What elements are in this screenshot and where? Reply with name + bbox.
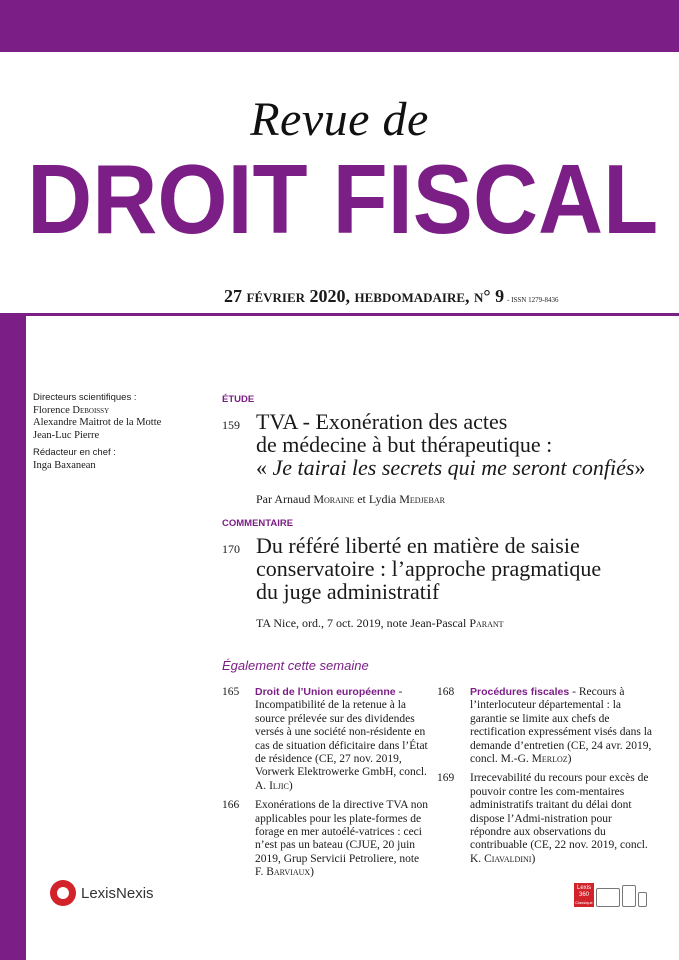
left-color-bar bbox=[0, 316, 26, 960]
etude-label: ÉTUDE bbox=[222, 394, 255, 405]
commentaire-reference: TA Nice, ord., 7 oct. 2019, note Jean-Pascal Parant bbox=[256, 616, 504, 630]
phone-icon bbox=[638, 892, 647, 907]
header-rule bbox=[0, 313, 679, 316]
lexis360-badge: Lexis 360 Classique bbox=[575, 885, 593, 905]
commentaire-title[interactable]: Du référé liberté en matière de saisie conservatoire : l’approche pragmatique du juge administratif bbox=[256, 533, 602, 604]
journal-title: DROIT FISCAL bbox=[27, 144, 659, 254]
director: Alexandre Maitrot de la Motte bbox=[33, 417, 162, 428]
list-item[interactable]: 166 Exonérations de la directive TVA non applicables pour les plate-formes de forage en mer autoélé-vatrices : ceci n’est pas un bateau (CJUE, 20 juin 2019, Grup Servicii Petroliere, note F. Barviaux) bbox=[222, 799, 428, 879]
etude-number: 159 bbox=[222, 418, 240, 432]
issn: - ISSN 1279-8436 bbox=[507, 296, 559, 304]
list-item[interactable]: 168 Procédures fiscales - Recours à l’interlocuteur départemental : la garantie se limite aux chefs de rectification expressément visés dans la demande d’entretien (CE, 24 avr. 2019, concl. M.-G. Merloz) bbox=[437, 686, 653, 766]
journal-revue-label: Revue de bbox=[250, 93, 429, 146]
etude-title[interactable]: TVA - Exonération des actes de médecine à but thérapeutique : « Je tairai les secrets qui me seront confiés» bbox=[256, 409, 646, 480]
also-this-week-heading: Également cette semaine bbox=[222, 658, 369, 673]
directors-label: Directeurs scientifiques : bbox=[33, 392, 137, 403]
commentaire-label: COMMENTAIRE bbox=[222, 518, 294, 529]
editor-label: Rédacteur en chef : bbox=[33, 447, 116, 458]
masthead bbox=[33, 392, 218, 472]
commentaire-number: 170 bbox=[222, 542, 240, 556]
laptop-icon bbox=[596, 888, 620, 907]
director: Florence Deboissy bbox=[33, 404, 110, 416]
also-left-column bbox=[222, 686, 430, 886]
list-item[interactable]: 165 Droit de l’Union européenne - Incompatibilité de la retenue à la source prélevée sur des dividendes versés à une société non-résidente en cas de situation déficitaire dans l’État de résidence (CE, 27 nov. 2019, Vorwerk Elektrowerke GmbH, concl. A. Iljic) bbox=[222, 686, 428, 792]
editor: Inga Baxanean bbox=[33, 459, 96, 471]
etude-byline: Par Arnaud Moraine et Lydia Medjebar bbox=[256, 492, 446, 506]
top-color-bar bbox=[0, 0, 679, 52]
also-right-column bbox=[437, 686, 653, 872]
issue-info bbox=[224, 286, 558, 307]
director: Jean-Luc Pierre bbox=[33, 429, 100, 441]
issue-date: 27 février 2020, hebdomadaire, n° 9 bbox=[224, 286, 505, 306]
lexisnexis-mark-icon bbox=[50, 880, 76, 906]
list-item[interactable]: 169 Irrecevabilité du recours pour excès de pouvoir contre les com-mentaires administratifs traitant du délai dont dispose l’Admi-nistration pour répondre aux observations du contribuable (CE, 22 nov. 2019, concl. K. Ciavaldini) bbox=[437, 772, 649, 865]
lexis360-devices bbox=[574, 883, 647, 907]
lexisnexis-logo: LexisNexis bbox=[50, 880, 154, 906]
tablet-icon bbox=[622, 885, 636, 907]
